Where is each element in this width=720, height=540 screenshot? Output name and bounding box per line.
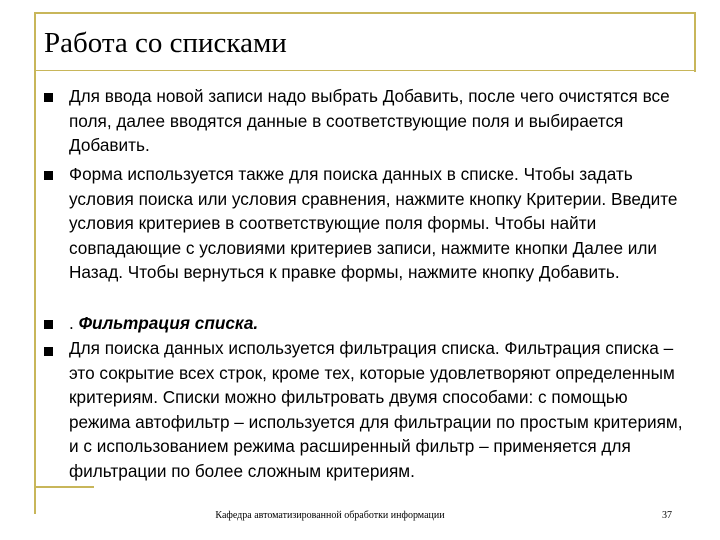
- frame-left-line: [34, 12, 36, 514]
- footer-department: Кафедра автоматизированной обработки информации: [215, 510, 445, 521]
- bullet-square-icon: [44, 171, 53, 180]
- page-number: 37: [662, 510, 672, 521]
- frame-top-line: [34, 12, 696, 14]
- frame-bottom-line: [34, 486, 94, 488]
- bullet-item-1: Для ввода новой записи надо выбрать Добавить, после чего очистятся все поля, далее вводятся данные в соответствующие поля и выбирается Добавить.: [69, 86, 670, 156]
- bullet-square-icon: [44, 93, 53, 102]
- bullet-item-4: Для поиска данных используется фильтрация списка. Фильтрация списка – это сокрытие всех строк, кроме тех, которые удовлетворяют определенным критериям. Списки можно фильтровать двумя способами: с помощью режима автофильтр – используется для фильтрации по простым критериям, и с использованием режима расширенный фильтр – применяется для фильтрации по более сложным критериям.: [69, 338, 683, 481]
- bullet-square-icon: [44, 347, 53, 356]
- bullet-item-3: [69, 311, 685, 336]
- bullet-item-3-heading: Фильтрация списка.: [78, 313, 259, 333]
- frame-right-line: [694, 12, 696, 72]
- bullet-item-3-prefix: .: [69, 313, 79, 333]
- bullet-square-icon: [44, 320, 53, 329]
- title-underline: [34, 70, 696, 71]
- bullet-item-2: Форма используется также для поиска данных в списке. Чтобы задать условия поиска или условия сравнения, нажмите кнопку Критерии. Введите условия критериев в соответствующие поля формы. Чтобы найти совпадающие с условиями критериев записи, нажмите кнопки Далее или Назад. Чтобы вернуться к правке формы, нажмите кнопку Добавить.: [69, 164, 678, 283]
- slide-title: Работа со списками: [44, 27, 287, 59]
